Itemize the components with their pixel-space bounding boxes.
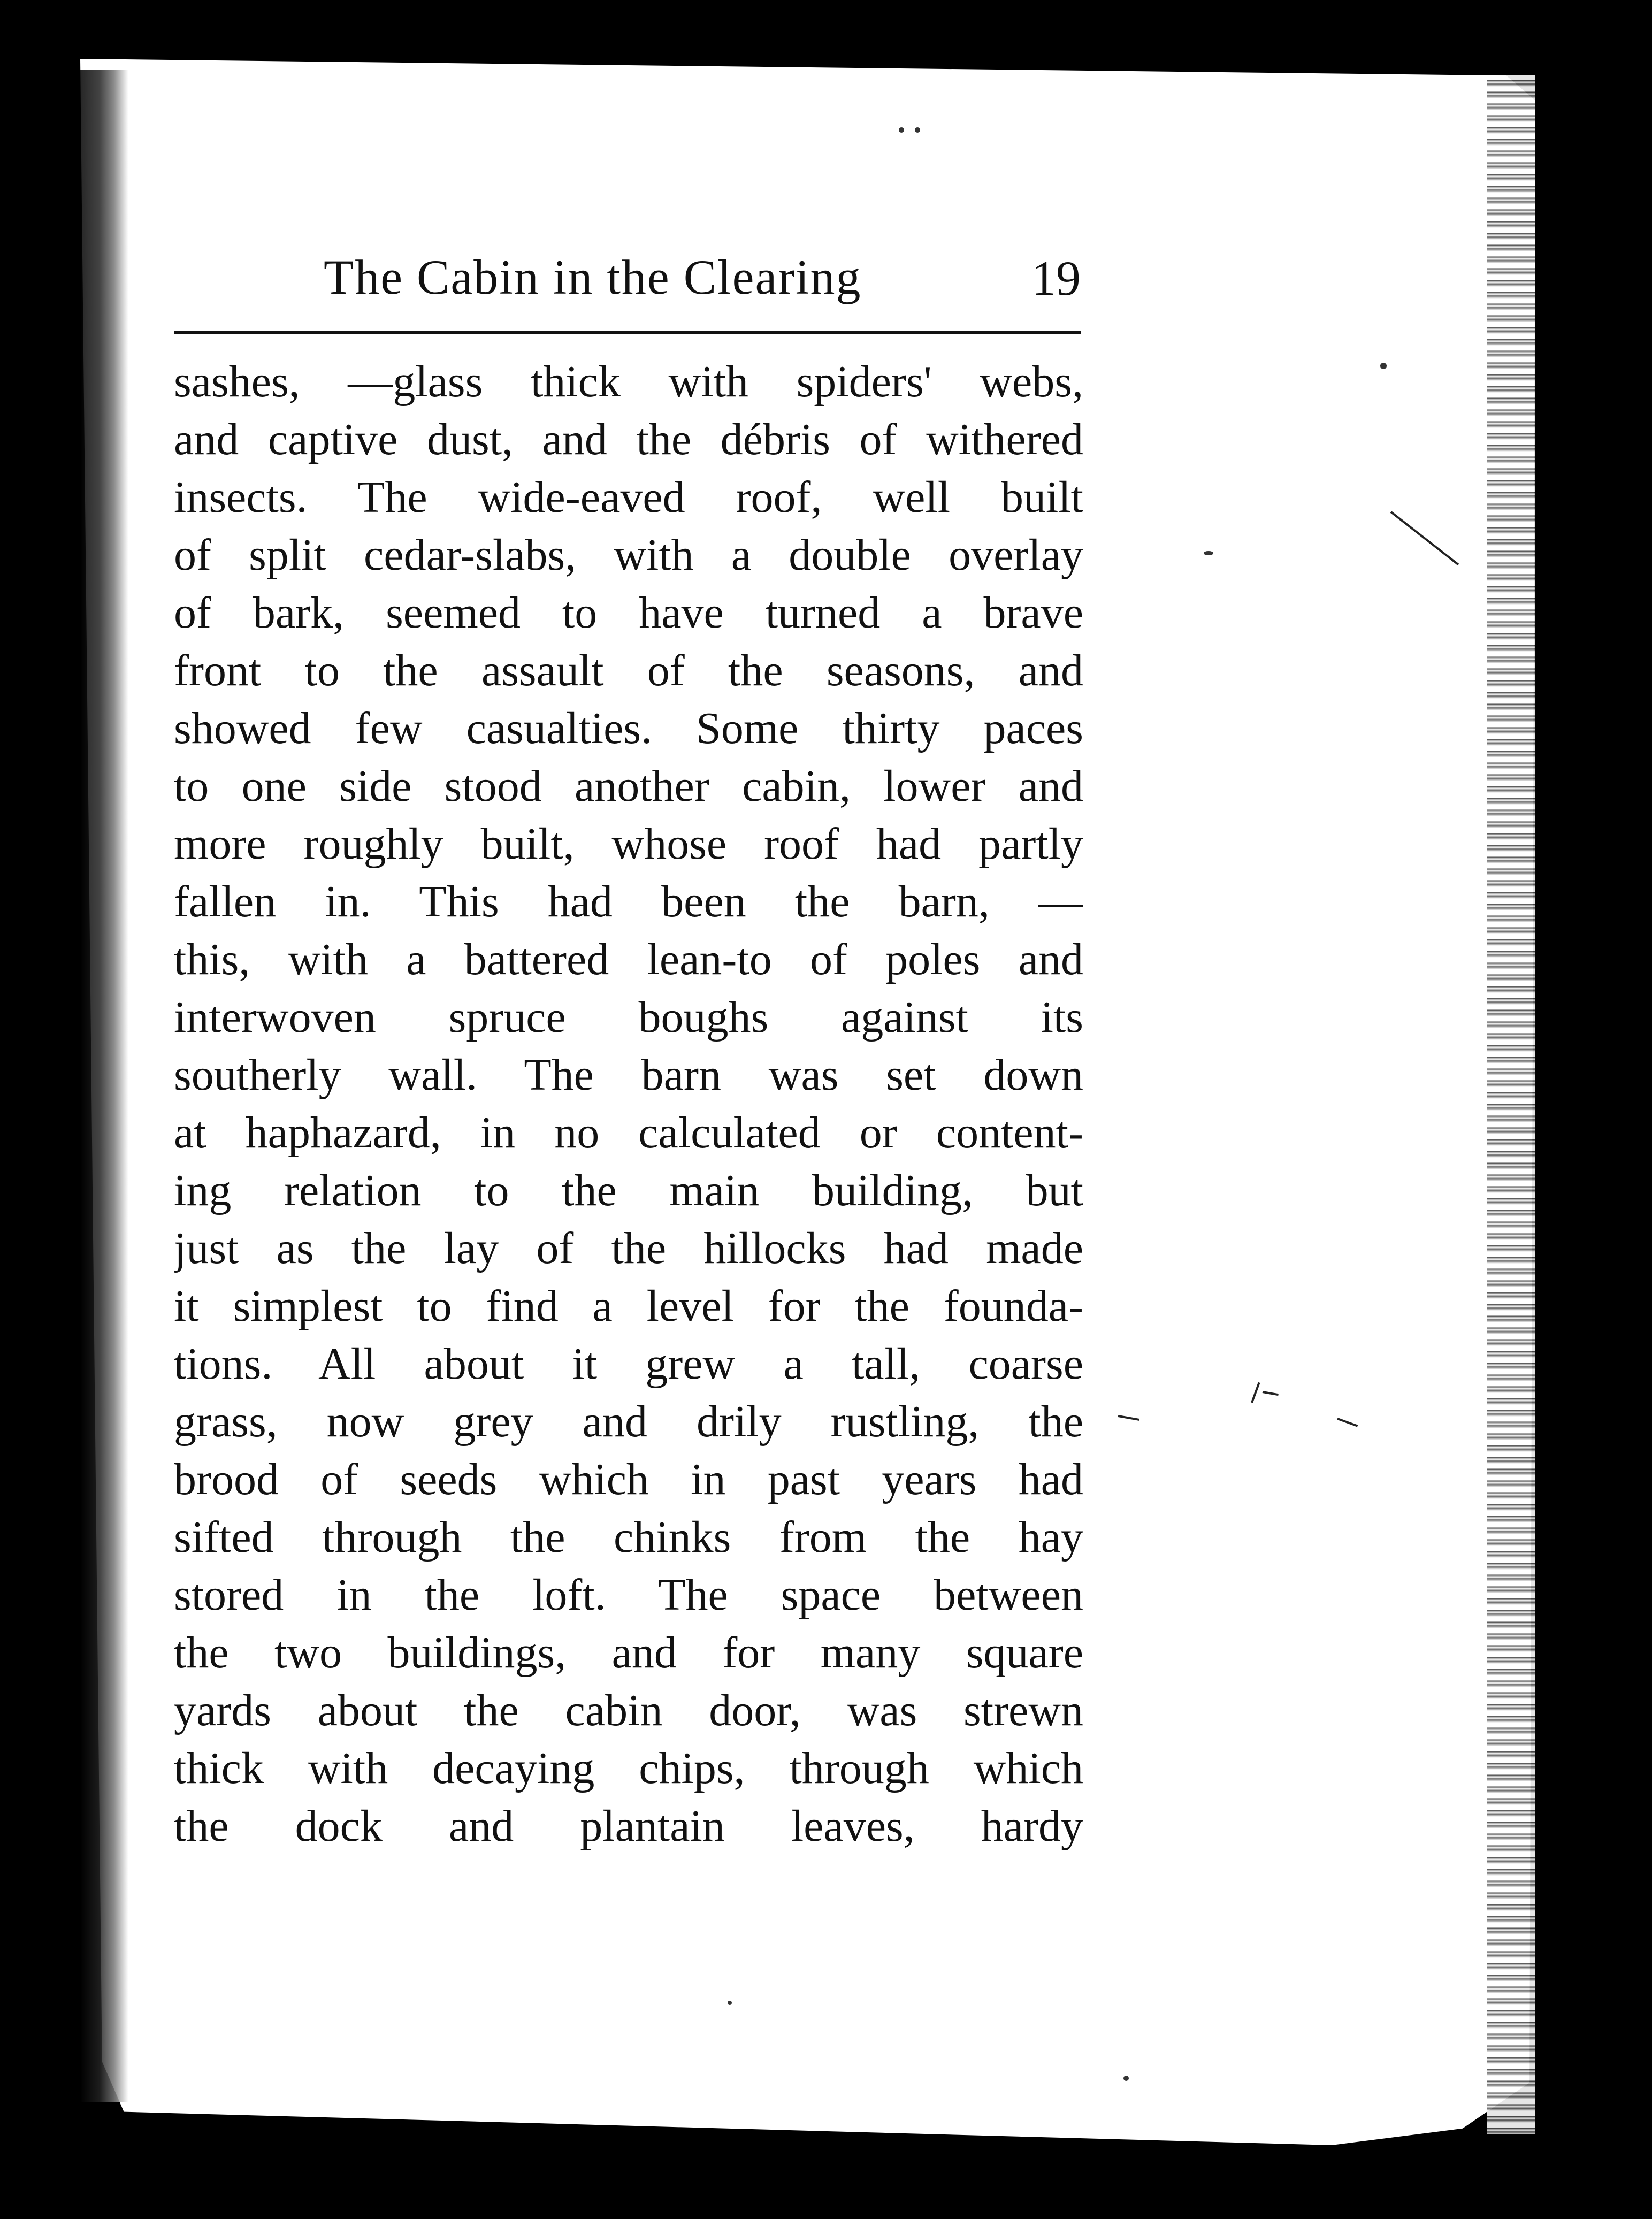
text-line: just as the lay of the hillocks had made (174, 1223, 1083, 1273)
text-line: the two buildings, and for many square (174, 1628, 1083, 1678)
running-head: The Cabin in the Clearing (324, 250, 862, 304)
text-line: interwoven spruce boughs against its (174, 992, 1083, 1042)
header-rule (174, 331, 1081, 334)
page-fore-edge (1487, 75, 1535, 2134)
text-line: at haphazard, in no calculated or content- (174, 1108, 1083, 1158)
page-number: 19 (1031, 251, 1081, 305)
text-line: yards about the cabin door, was strewn (174, 1686, 1083, 1735)
scan-speck (1380, 363, 1387, 369)
text-line: showed few casualties. Some thirty paces (174, 703, 1083, 753)
text-line: tions. All about it grew a tall, coarse (174, 1339, 1083, 1389)
text-line: of split cedar-slabs, with a double overlay (174, 530, 1083, 580)
text-line: thick with decaying chips, through which (174, 1743, 1083, 1793)
text-line: to one side stood another cabin, lower and (174, 761, 1083, 811)
scan-speck (915, 127, 920, 133)
text-line: front to the assault of the seasons, and (174, 646, 1083, 695)
scan-speck (1204, 551, 1213, 555)
text-line: the dock and plantain leaves, hardy (174, 1801, 1083, 1851)
text-line: this, with a battered lean-to of poles and (174, 935, 1083, 984)
body-text (174, 353, 1083, 1855)
text-line: stored in the loft. The space between (174, 1570, 1083, 1620)
text-line: more roughly built, whose roof had partly (174, 819, 1083, 869)
text-line: sifted through the chinks from the hay (174, 1512, 1083, 1562)
text-line: insects. The wide-eaved roof, well built (174, 472, 1083, 522)
text-line: of bark, seemed to have turned a brave (174, 588, 1083, 638)
text-line: southerly wall. The barn was set down (174, 1050, 1083, 1100)
text-line: sashes, —glass thick with spiders' webs, (174, 357, 1083, 407)
text-line: grass, now grey and drily rustling, the (174, 1397, 1083, 1447)
text-line: it simplest to find a level for the founda- (174, 1281, 1083, 1331)
scan-speck (728, 2001, 732, 2005)
scan-speck (899, 127, 904, 133)
text-line: and captive dust, and the débris of withered (174, 415, 1083, 464)
page-header (174, 238, 1081, 324)
text-line: fallen in. This had been the barn, — (174, 877, 1083, 927)
text-line: brood of seeds which in past years had (174, 1455, 1083, 1504)
page-binding-edge (80, 70, 128, 2102)
text-line: ing relation to the main building, but (174, 1166, 1083, 1215)
scan-speck (1123, 2076, 1129, 2081)
